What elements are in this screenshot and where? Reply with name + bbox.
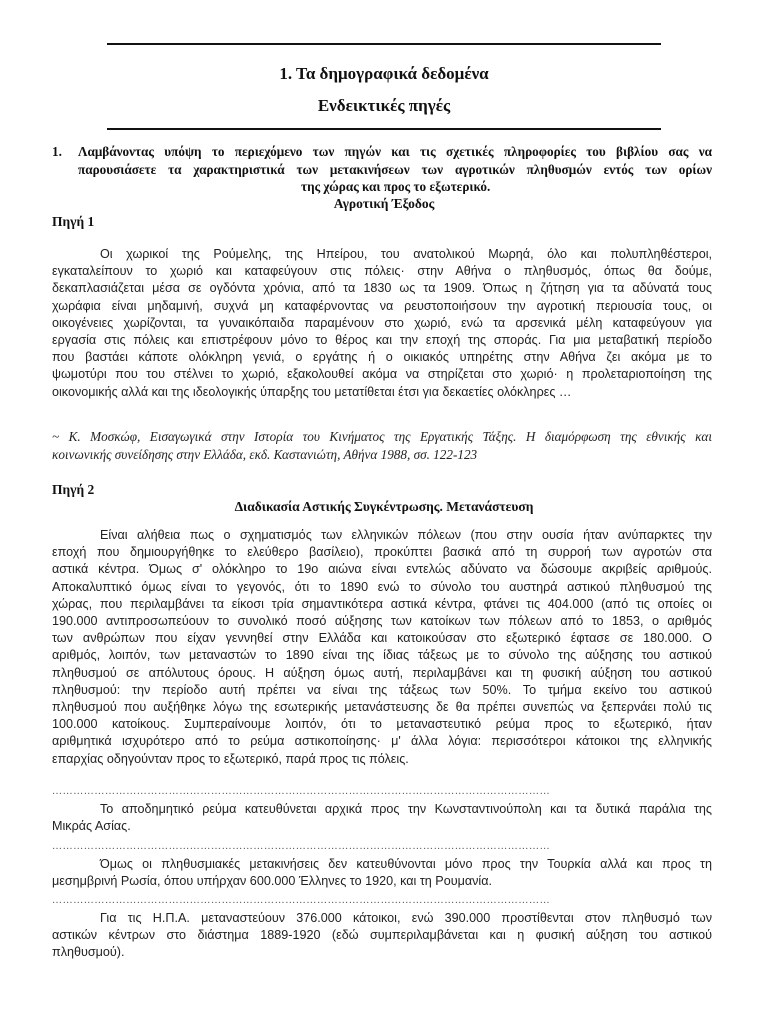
text-line: οικονομικής αλλά και της ιδεολογικής ύπαρξης του μετατίθεται έτσι για δεκαετίες ολόκληρες … <box>52 384 572 399</box>
text-line: αστικών κέντρων στο διάστημα 1889-1920 (εδώ συμπεριλαμβάνεται και η φυσική αύξηση του αστικού <box>52 928 712 943</box>
citation-line: κοινωνικής συνείδησης στην Ελλάδα, εκδ. Καστανιώτη, Αθήνα 1988, σσ. 122-123 <box>52 446 478 462</box>
bottom-rule <box>107 128 661 130</box>
text-line: οικογένειες χωρίζονται, τα γυναικόπαιδα παραμένουν στο χωριό, ενώ τα αρσενικά μέλη καταφεύγουν για <box>52 315 712 330</box>
citation-line: ~ Κ. Μοσκώφ, Εισαγωγικά στην Ιστορία του Κινήματος της Εργατικής Τάξης. Η διαμόρφωση της εθνικής και <box>52 429 712 444</box>
question-line: παρουσιάσετε τα χαρακτηριστικά των μετακινήσεων των αγροτικών πληθυσμών εντός των ορίων <box>78 161 712 177</box>
question-number: 1. <box>52 144 62 159</box>
text-line: Το αποδημητικό ρεύμα κατευθύνεται αρχικά προς την Κωνσταντινούπολη και τα δυτικά παράλια της <box>100 802 712 816</box>
text-line: χώρας, που περιλαμβάνει τα είκοσι τρία σημαντικότερα αστικά κέντρα, φτάνει τις 404.000 (από τις οποίες οι <box>52 596 712 611</box>
source2-heading: Διαδικασία Αστικής Συγκέντρωσης. Μετανάστευση <box>234 499 534 514</box>
source1-label: Πηγή 1 <box>52 214 95 229</box>
text-line: ψωμοτύρι που του στέλνει το χωριό, εξακολουθεί ακόμα να στηρίζεται στο χωριό· η προλεταριοποίηση της <box>52 367 712 382</box>
text-line: Όμως οι πληθυσμιακές μετακινήσεις δεν κατευθύνονται μόνο προς την Τουρκία αλλά και προς τη <box>100 857 712 871</box>
source2-paragraph-4 <box>52 910 712 962</box>
source2-paragraph-3 <box>52 856 712 890</box>
source1-text <box>52 246 712 401</box>
text-line: που βαστάει κάποτε ολόκληρη γενιά, ο εργάτης ή ο οικιακός υπηρέτης στην Αθήνα ζει ακόμα με το <box>52 350 712 365</box>
text-line: Αποκαλυπτικό όμως είναι το γεγονός, ότι το 1890 ενώ το σύνολο του αυστηρά αστικού πληθυσμού της <box>52 579 712 594</box>
page-title: 1. Τα δημογραφικά δεδομένα <box>279 64 489 83</box>
text-line: πληθυσμού που αυξήθηκε λόγω της εσωτερικής μετανάστευσης δε θα πρέπει συνεπώς να ξεπερνάει πολύ τις <box>52 700 712 715</box>
text-line: αριθμός, λοιπόν, των μεταναστών το 1890 είναι της ίδιας τάξεως με το σύνολο της αύξησης του αστικού <box>52 648 712 663</box>
text-line: αστικά κέντρα. Όμως σ' ολόκληρο το 19ο αιώνα είναι εντελώς αδύνατο να δώσουμε ακριβείς αριθμούς. <box>52 562 712 577</box>
source2-label: Πηγή 2 <box>52 482 95 497</box>
text-line: πληθυσμού: την περίοδο αυτή πρέπει να είναι της τάξεως των 50%. Το τμήμα εκείνο του αστικού <box>52 682 712 697</box>
text-line: εγκαταλείπουν το χωριό και καταφεύγουν στις πόλεις· στην Αθήνα ο πληθυσμός, όπως θα δούμε, <box>52 264 712 279</box>
source2-paragraph-2 <box>52 801 712 835</box>
source1-citation <box>52 428 712 463</box>
text-line: Μικράς Ασίας. <box>52 819 131 834</box>
top-rule <box>107 43 661 45</box>
text-line: μεσημβρινή Ρωσία, όπου υπήρχαν 600.000 Έλληνες το 1920, και τη Ρουμανία. <box>52 874 492 889</box>
text-line: Οι χωρικοί της Ρούμελης, της Ηπείρου, του ανατολικού Μωρηά, όλο και πολυπληθέστεροι, <box>100 247 712 261</box>
text-line: αριθμητικά ισχυρότερο από το ρεύμα αστικοποίησης· μ' άλλα λόγια: περισσότεροι κάτοικοι της ελληνικής <box>52 734 712 749</box>
text-line: πληθυσμού σε απόλυτους όρους. Η αύξηση όμως αυτή, περιλαμβάνει και τη φυσική αύξηση του αστικού <box>52 665 712 680</box>
separator: …………………………………………………………………………………………………………………………… <box>52 787 551 797</box>
text-line: επαρχίας οδηγούνταν προς το εξωτερικό, παρά προς τις πόλεις. <box>52 751 409 766</box>
text-line: Είναι αλήθεια πως ο σχηματισμός των ελληνικών πόλεων (που στην ουσία ήταν ανύπαρκτες την <box>100 528 712 542</box>
question-line: Λαμβάνοντας υπόψη το περιεχόμενο των πηγών και τις σχετικές πληροφορίες του βιβλίου σας να <box>78 144 712 159</box>
section-heading: Αγροτική Έξοδος <box>333 196 435 211</box>
text-line: 190.000 αντιπροσωπεύουν το συνολικό ποσό αύξησης των κατοίκων των πόλεων από το 1853, ο αριθμός <box>52 614 712 629</box>
text-line: πληθυσμού). <box>52 945 125 960</box>
text-line: δεκαπλασιάζεται μέσα σε ογδόντα χρόνια, από τα 1830 ως τα 1909. Όπως η ζήτηση για τα αδύνατά τους <box>52 281 712 296</box>
separator: …………………………………………………………………………………………………………………………… <box>52 896 551 906</box>
question <box>52 143 712 196</box>
text-line: χωράφια είναι μηδαμινή, συχνά μη καταφέρνοντας να ρευστοποιήσουν την αγροτική περιουσία τους, οι <box>52 298 712 313</box>
separator: …………………………………………………………………………………………………………………………… <box>52 842 551 852</box>
question-line: της χώρας και προς το εξωτερικό. <box>301 179 491 194</box>
source2-text <box>52 527 712 768</box>
text-line: Για τις Η.Π.Α. μεταναστεύουν 376.000 κάτοικοι, ενώ 390.000 προστίθενται στον πληθυσμό των <box>100 911 712 925</box>
text-line: των ανθρώπων που είχαν γεννηθεί στην Ελλάδα και κατοικούσαν στο εξωτερικό έφτασε σε 180.000. Ο <box>52 631 712 646</box>
page-subtitle: Ενδεικτικές πηγές <box>317 96 451 115</box>
text-line: εποχή που δημιουργήθηκε το ελεύθερο βασίλειο), προκύπτει βασικά από τη συρροή των αγροτών στα <box>52 545 712 560</box>
text-line: εργασία στις πόλεις και επιστρέφουν μόνο το θέρος και την εποχή της σποράς. Για μια μεταβατική περίοδο <box>52 333 712 348</box>
text-line: 100.000 κατοίκους. Συμπεραίνουμε λοιπόν, ότι το μεταναστευτικό ρεύμα προς το εξωτερικό, ήταν <box>52 717 712 732</box>
